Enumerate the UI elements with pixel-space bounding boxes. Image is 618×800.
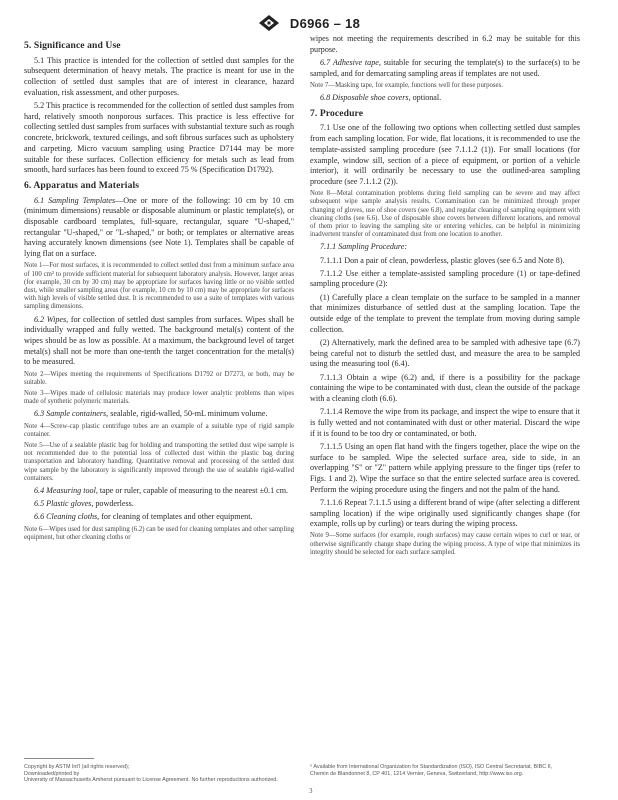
para-6-2 [24, 315, 294, 369]
para-6-4-label: 6.4 Measuring tool, [34, 486, 98, 496]
para-7-1-1-2: 7.1.1.2 Use either a template-assisted sampling procedure (1) or tape-defined sampling procedure (2): [310, 268, 580, 289]
page-number: 3 [309, 787, 313, 795]
para-7-1-1-6: 7.1.1.6 Repeat 7.1.1.5 using a different brand of wipe (after selecting a different sampling location) if the wipe originally used significantly changes shape (for example, rolls up by curling) or tears during the wiping process. [310, 497, 580, 529]
para-6-6 [24, 512, 294, 523]
footer-left-line: Downloaded/printed by [24, 770, 80, 777]
footer-left-line: University of Massachusetts Amherst pursuant to License Agreement. No further reproductions authorized. [24, 777, 278, 784]
para-6-7-label: 6.7 Adhesive tape, [320, 57, 381, 67]
para-7-1-1-5: 7.1.1.5 Using an open flat hand with the fingers together, place the wipe on the surface to be sampled. Wipe the selected surface area, side to side, in an overlapping "S" or "Z" pattern while applying pressure to the finger tips (refer to Figs. 1 and 2). Wipe the surface so that the entire selected surface area is covered. Perform the wiping procedure using the fingers and not the palm of the hand. [310, 441, 580, 494]
footer-rule [24, 758, 94, 759]
note-1: Note 1—For most surfaces, it is recommended to collect settled dust from a minimum surface area of 100 cm² to provide sufficient material for subsequent laboratory analysis. However, larger areas (for example, 30 cm by 30 cm) may be appropriate for surfaces having little or no visible settled dust, while smaller sampling areas (for example, 10 cm by 10 cm) may be appropriate for surfaces with high levels of visible settled dust. It is recommended to use a suite of templates with various sampling dimensions. [24, 262, 294, 311]
note-9: Note 9—Some surfaces (for example, rough surfaces) may cause certain wipes to curl or tear, or otherwise significantly change shape during the wiping process. A type of wipe that minimizes its integrity should be selected for each surface sampled. [310, 532, 580, 556]
para-7-1-1-2-b: (2) Alternatively, mark the defined area to be sampled with adhesive tape (6.7) being careful not to disturb the settled dust, and measure the area to be sampled using the measuring tool (6.4). [310, 337, 580, 369]
para-6-6-label: 6.6 Cleaning cloths, [34, 512, 100, 522]
para-6-8 [310, 93, 580, 104]
page-header [0, 14, 618, 32]
footer-footnote [310, 764, 552, 777]
para-6-3 [24, 409, 294, 420]
para-6-4-text: tape or ruler, capable of measuring to the nearest ±0.1 cm. [99, 486, 289, 496]
para-6-3-label: 6.3 Sample containers, [34, 409, 109, 419]
para-6-2-text: for collection of settled dust samples from surfaces. Wipes shall be individually wrapped and fully wetted. The background metal(s) content of the wipes should be as low as possible. At a maximum, the background level of target metal(s) shall not be more than one-tenth the target concentration for the metal(s) to be measured. [24, 314, 294, 367]
footer-left-line: Copyright by ASTM Int'l (all rights reserved); [24, 764, 130, 770]
document-id: D6966 – 18 [289, 15, 361, 31]
note-2: Note 2—Wipes meeting the requirements of Specifications D1792 or D7273, or both, may be suitable. [24, 370, 294, 386]
para-6-1-text: —One or more of the following: 10 cm by 10 cm (minimum dimensions) reusable or disposable aluminum or plastic template(s), or disposable cardboard templates, full-square, rectangular, square "U-shaped," rectangular "U-shaped," or "L-shaped," or both; or templates or alternative areas having accurately known dimensions (see Note 1). Templates shall be capable of lying flat on a surface. [24, 195, 294, 259]
right-column [310, 34, 580, 560]
para-7-1-1-3: 7.1.1.3 Obtain a wipe (6.2) and, if there is a possibility for the package containing the wipe to be contaminated with dust, clean the outside of the package with a cleaning cloth (6.6). [310, 372, 580, 403]
footer-right-line: Chemin de Blandonnet 8, CP 401, 1214 Vernier, Geneva, Switzerland, http://www.iso.org. [310, 770, 524, 777]
footer-copyright [24, 764, 278, 784]
note-6: Note 6—Wipes used for dust sampling (6.2) can be used for cleaning templates and other sampling equipment, but other cleaning cloths or [24, 525, 294, 541]
astm-logo-icon [258, 14, 280, 32]
note-4: Note 4—Screw-cap plastic centrifuge tubes are an example of a suitable type of rigid sample container. [24, 422, 294, 438]
para-6-5-label: 6.5 Plastic gloves, [34, 499, 94, 509]
para-6-5-text: powderless. [95, 499, 134, 509]
para-7-1: 7.1 Use one of the following two options when collecting settled dust samples from each sampling location. For wide, flat locations, it is recommended to use the template-assisted sampling procedure (see 7.1.1.2 (1)). For small locations (for example, window sill, section of a piece of equipment, or portion of a vehicle interior), it will ordinarily be necessary to use the outlined-area sampling procedure (see 7.1.1.2 (2)). [310, 123, 580, 186]
para-6-2-label: 6.2 Wipes, [34, 314, 69, 324]
note-3: Note 3—Wipes made of cellulosic materials may produce lower analytic problems than wipes made of synthetic polymeric materials. [24, 390, 294, 406]
footer-right-line: ⁵ Available from International Organization for Standardization (ISO), ISO Central Secretariat, BIBC II, [310, 764, 553, 770]
para-7-1-1-2-a: (1) Carefully place a clean template on the surface to be sampled in a manner that minimizes disturbance of settled dust at the sampling location. Tape the outside edge of the template to prevent the template from moving during sample collection. [310, 292, 580, 334]
note-8: Note 8—Metal contamination problems during field sampling can be severe and may affect subsequent wipe sample analysis results. Contamination can be minimized through proper changing of gloves, use of shoe covers (see 6.8), and regular cleaning of sampling equipment with cleaning cloths (see 6.6). Use of disposable shoe covers between different locations, and removal of them prior to leaving the sampling site or entering vehicles, can be helpful in minimizing inadvertent transfer of contaminated dust from one location to another. [310, 190, 580, 239]
para-6-8-text: optional. [412, 93, 442, 103]
para-6-3-text: sealable, rigid-walled, 50-mL minimum volume. [110, 409, 268, 419]
section-7-title: 7. Procedure [310, 107, 364, 119]
para-6-6-text: for cleaning of templates and other equipment. [101, 512, 253, 522]
para-6-1-label: 6.1 Sampling Templates [34, 195, 116, 205]
left-column [24, 36, 294, 545]
para-6-4 [24, 486, 294, 497]
para-7-1-1-4: 7.1.1.4 Remove the wipe from its package, and inspect the wipe to ensure that it is fully wetted and not contaminated with dust or other material. Discard the wipe if it is found to be too dry or contaminated, or both. [310, 407, 580, 438]
para-7-1-1-1: 7.1.1.1 Don a pair of clean, powderless, plastic gloves (see 6.5 and Note 8). [320, 255, 565, 265]
note-7: Note 7—Masking tape, for example, functions well for these purposes. [310, 81, 503, 89]
para-7-1-1: 7.1.1 Sampling Procedure: [320, 242, 408, 252]
para-6-7-text: suitable for securing the template(s) to the surface(s) to be sampled, and for demarcating sampling areas if templates are not used. [310, 57, 580, 78]
para-6-8-label: 6.8 Disposable shoe covers, [320, 93, 411, 103]
para-6-7 [310, 58, 580, 79]
section-5-title: 5. Significance and Use [24, 40, 121, 51]
note-5: Note 5—Use of a sealable plastic bag for holding and transporting the settled dust wipe sample is not recommended due to the potential loss of collected dust within the plastic bag during transportation and laboratory handling. Quantitative removal and processing of the settled dust wipe sample by the laboratory is significantly improved through the use of sealable rigid-walled containers. [24, 442, 294, 482]
para-5-1: 5.1 This practice is intended for the collection of settled dust samples for the subsequent determination of heavy metals. The practice is meant for use in the collection of settled dust samples that are of interest in clearance, hazard evaluation, risk assessment, and other purposes. [24, 55, 294, 97]
para-6-1 [24, 196, 294, 260]
section-6-title: 6. Apparatus and Materials [24, 179, 140, 191]
para-5-2: 5.2 This practice is recommended for the collection of settled dust samples from hard, relatively smooth nonporous surfaces. This practice is less effective for collecting settled dust samples from surfaces with substantial texture such as rough concrete, brickwork, textured ceilings, and soft fibrous surfaces such as upholstery and carpeting. Micro vacuum sampling using Practice D7144 may be more suitable for these surfaces. Collection efficiency for metals such as lead from smooth, hard surfaces has been found to exceed 75 % (Specification D1792). [24, 101, 294, 175]
para-6-5 [24, 499, 294, 510]
para-continued: wipes not meeting the requirements described in 6.2 may be suitable for this purpose. [310, 34, 580, 54]
